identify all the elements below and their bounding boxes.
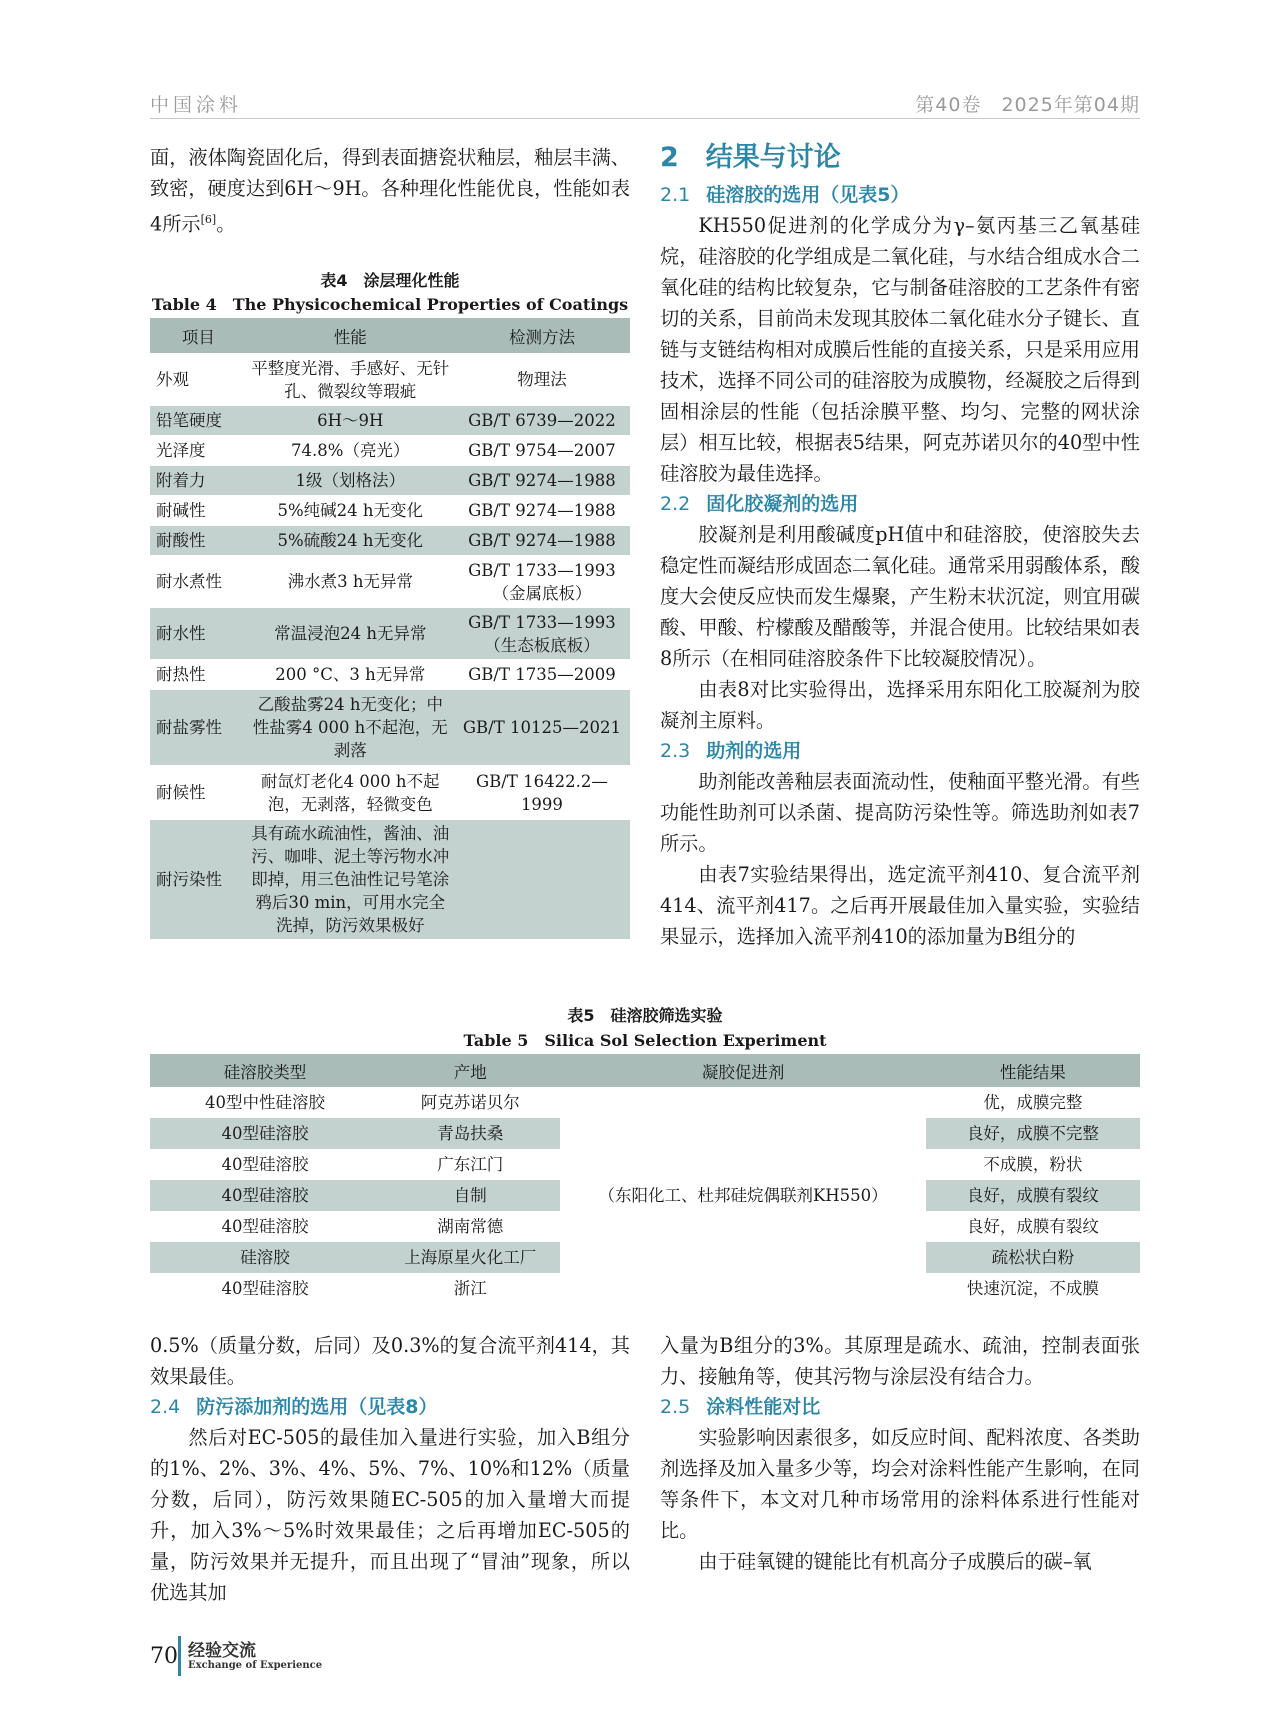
table4-cell: 铅笔硬度	[150, 406, 247, 436]
section-2-1-heading	[660, 180, 1140, 210]
table5-cell: 优，成膜完整	[983, 1093, 1083, 1112]
right-bottom-column	[660, 1330, 1140, 1577]
table5-cell: 40型硅溶胶	[150, 1118, 380, 1149]
table4-cell	[454, 820, 630, 940]
table4-header: 项目	[150, 318, 247, 354]
section-2-heading: 2 结果与讨论	[660, 142, 841, 173]
table4-cell: GB/T 9274—1988	[454, 466, 630, 496]
table4-cell: 沸水煮3 h无异常	[247, 556, 454, 608]
table4-cell: 具有疏水疏油性，酱油、油污、咖啡、泥土等污物水冲即掉，用三色油性记号笔涂鸦后30 min，可用水完全洗掉，防污效果极好	[247, 820, 454, 940]
issue-info: 第40卷 2025年第04期	[915, 94, 1140, 116]
table5-cell: 广东江门	[437, 1155, 504, 1174]
table4-cell: 耐水性	[150, 608, 247, 660]
table4-cell: 耐热性	[150, 660, 247, 690]
table5-cell: 40型硅溶胶	[221, 1155, 309, 1174]
table5-cell: 疏松状白粉	[926, 1242, 1140, 1273]
table-row	[150, 496, 630, 526]
table4-cell: 1级（划格法）	[247, 466, 454, 496]
table-row	[150, 436, 630, 466]
table4-cell: 附着力	[150, 466, 247, 496]
table4-header: 检测方法	[454, 318, 630, 354]
table5-cell: 湖南常德	[437, 1217, 504, 1236]
table5-cell: 青岛扶桑	[380, 1118, 560, 1149]
table4-cell: 耐碱性	[150, 496, 247, 526]
table4-cell: 耐水煮性	[150, 556, 247, 608]
table-row	[150, 354, 630, 406]
table-row	[150, 660, 630, 690]
intro-text: 面，液体陶瓷固化后，得到表面搪瓷状釉层，釉层丰满、致密，硬度达到6H～9H。各种理化性能优良，性能如表4所示	[150, 146, 631, 236]
table5-caption-cn: 表5 硅溶胶筛选实验	[567, 1006, 723, 1025]
table5-header: 硅溶胶类型	[150, 1054, 380, 1087]
section-2-1-text: KH550促进剂的化学成分为γ–氨丙基三乙氧基硅烷，硅溶胶的化学组成是二氧化硅，与水结合组成水合二氧化硅的结构比较复杂，它与制备硅溶胶的工艺条件有密切的关系，目前尚未发现其胶体二氧化硅水分子键长、直链与支链结构相对成膜后性能的直接关系，只是采用应用技术，选择不同公司的硅溶胶为成膜物，经凝胶之后得到固相涂层的性能（包括涂膜平整、均匀、完整的网状涂层）相互比较，根据表5结果，阿克苏诺贝尔的40型中性硅溶胶为最佳选择。	[660, 214, 1140, 485]
table5-cell: 快速沉淀，不成膜	[966, 1279, 1099, 1298]
table5-cell: 良好，成膜有裂纹	[926, 1180, 1140, 1211]
table-row	[150, 406, 630, 436]
section-number: 2.4	[150, 1396, 181, 1418]
table4-cell: 外观	[150, 354, 247, 406]
section-2-5-text: 由于硅氧键的键能比有机高分子成膜后的碳–氧	[698, 1550, 1092, 1573]
section-2-2-text: 由表8对比实验得出，选择采用东阳化工胶凝剂为胶凝剂主原料。	[660, 678, 1140, 732]
table4-cell: GB/T 16422.2—1999	[454, 766, 630, 820]
table4-cell: GB/T 9274—1988	[454, 496, 630, 526]
section-2-5-text: 实验影响因素很多，如反应时间、配料浓度、各类助剂选择及加入量多少等，均会对涂料性能产生影响，在同等条件下，本文对几种市场常用的涂料体系进行性能对比。	[660, 1426, 1140, 1542]
table4-cell: 物理法	[454, 354, 630, 406]
table4-header: 性能	[247, 318, 454, 354]
section-number: 2.1	[660, 184, 691, 206]
table4-cell: 耐盐雾性	[150, 690, 247, 766]
section-title: 固化胶凝剂的选用	[706, 493, 859, 515]
section-title: 涂料性能对比	[706, 1396, 821, 1418]
table4-cell: GB/T 1733—1993（生态板底板）	[454, 608, 630, 660]
header-divider	[150, 118, 1140, 119]
table-row	[150, 556, 630, 608]
section-2-3-heading	[660, 736, 1140, 766]
table5-cell: 40型硅溶胶	[150, 1180, 380, 1211]
table4-cell: GB/T 10125—2021	[454, 690, 630, 766]
table5-cell: 良好，成膜有裂纹	[966, 1217, 1099, 1236]
table5-header: 产地	[380, 1054, 560, 1087]
table4-header-row	[150, 318, 630, 354]
table4-cell: 光泽度	[150, 436, 247, 466]
page-number: 70	[150, 1644, 178, 1669]
table5-cell: 阿克苏诺贝尔	[420, 1093, 520, 1112]
reference-mark: [6]	[200, 213, 217, 226]
table5-cell: 上海原星火化工厂	[380, 1242, 560, 1273]
table5-header: 凝胶促进剂	[560, 1054, 925, 1087]
table4-caption-en: Table 4 The Physicochemical Properties of Coatings	[151, 295, 629, 314]
table5-caption-en: Table 5 Silica Sol Selection Experiment	[463, 1031, 827, 1050]
table5-cell: 硅溶胶	[150, 1242, 380, 1273]
table5-cell: 不成膜，粉状	[983, 1155, 1083, 1174]
promoter-cell: （东阳化工、杜邦硅烷偶联剂KH550）	[560, 1087, 925, 1304]
journal-name: 中国涂料	[150, 94, 243, 116]
table-row	[150, 766, 630, 820]
table5-cell: 浙江	[453, 1279, 487, 1298]
table4-cell: 耐候性	[150, 766, 247, 820]
table4-cell: 5%纯碱24 h无变化	[247, 496, 454, 526]
table4-cell: 耐酸性	[150, 526, 247, 556]
section-number: 2.5	[660, 1396, 691, 1418]
table4-cell: GB/T 9274—1988	[454, 526, 630, 556]
table5	[150, 1054, 1140, 1304]
table4-cell: GB/T 1733—1993（金属底板）	[454, 556, 630, 608]
table-row	[150, 466, 630, 496]
footer-section-en: Exchange of Experience	[188, 1660, 323, 1671]
table4-cell: 乙酸盐雾24 h无变化；中性盐雾4 000 h不起泡，无剥落	[247, 690, 454, 766]
table4-cell: 常温浸泡24 h无异常	[247, 608, 454, 660]
table4-caption-cn: 表4 涂层理化性能	[320, 271, 460, 290]
intro-end: 。	[216, 212, 236, 236]
table4	[150, 318, 630, 940]
footer-section-cn: 经验交流	[188, 1641, 256, 1661]
table4-cell: 5%硫酸24 h无变化	[247, 526, 454, 556]
right-top-column	[660, 135, 1140, 952]
section-title: 硅溶胶的选用（见表5）	[706, 184, 910, 206]
table5-cell: 自制	[380, 1180, 560, 1211]
section-2-4-text: 然后对EC-505的最佳加入量进行实验，加入B组分的1%、2%、3%、4%、5%、7%、10%和12%（质量分数，后同），防污效果随EC-505的加入量增大而提升，加入3%～5%时效果最佳；之后再增加EC-505的量，防污效果并无提升，而且出现了“冒油”现象，所以优选其加	[150, 1426, 630, 1604]
section-2-4-heading	[150, 1392, 630, 1422]
table4-cell: GB/T 9754—2007	[454, 436, 630, 466]
footer-divider	[178, 1636, 181, 1676]
section-title: 防污添加剂的选用（见表8）	[196, 1396, 438, 1418]
section-2-2-heading	[660, 489, 1140, 519]
table5-cell: 40型中性硅溶胶	[205, 1093, 325, 1112]
section-2-3-text: 助剂能改善釉层表面流动性，使釉面平整光滑。有些功能性助剂可以杀菌、提高防污染性等。筛选助剂如表7所示。	[660, 770, 1140, 855]
table5-header: 性能结果	[926, 1054, 1140, 1087]
left-intro	[150, 142, 630, 239]
continued-text: 入量为B组分的3%。其原理是疏水、疏油，控制表面张力、接触角等，使其污物与涂层没有结合力。	[660, 1334, 1140, 1388]
table4-cell: GB/T 6739—2022	[454, 406, 630, 436]
section-2-2-text: 胶凝剂是利用酸碱度pH值中和硅溶胶，使溶胶失去稳定性而凝结形成固态二氧化硅。通常采用弱酸体系，酸度大会使反应快而发生爆聚，产生粉末状沉淀，则宜用碳酸、甲酸、柠檬酸及醋酸等，并混合使用。比较结果如表8所示（在相同硅溶胶条件下比较凝胶情况）。	[660, 523, 1140, 670]
table5-cell: 40型硅溶胶	[221, 1217, 309, 1236]
table-row	[150, 690, 630, 766]
table4-cell: GB/T 1735—2009	[454, 660, 630, 690]
table4-cell: 耐氙灯老化4 000 h不起泡，无剥落，轻微变色	[247, 766, 454, 820]
intro-paragraph	[150, 142, 630, 239]
table-row	[150, 1087, 1140, 1118]
section-title: 助剂的选用	[706, 740, 802, 762]
table-row	[150, 608, 630, 660]
section-2-5-heading	[660, 1392, 1140, 1422]
table4-cell: 200 °C、3 h无异常	[247, 660, 454, 690]
table4-cell: 平整度光滑、手感好、无针孔、微裂纹等瑕疵	[247, 354, 454, 406]
table-row	[150, 820, 630, 940]
table5-cell: 40型硅溶胶	[221, 1279, 309, 1298]
continued-text: 0.5%（质量分数，后同）及0.3%的复合流平剂414，其效果最佳。	[150, 1334, 630, 1388]
table5-header-row	[150, 1054, 1140, 1087]
left-bottom-column	[150, 1330, 630, 1608]
section-number: 2.3	[660, 740, 691, 762]
section-number: 2.2	[660, 493, 691, 515]
table-row	[150, 526, 630, 556]
table4-cell: 耐污染性	[150, 820, 247, 940]
table5-cell: 良好，成膜不完整	[926, 1118, 1140, 1149]
table4-cell: 74.8%（亮光）	[247, 436, 454, 466]
section-2-3-text: 由表7实验结果得出，选定流平剂410、复合流平剂414、流平剂417。之后再开展最佳加入量实验，实验结果显示，选择加入流平剂410的添加量为B组分的	[660, 863, 1140, 948]
table4-cell: 6H～9H	[247, 406, 454, 436]
